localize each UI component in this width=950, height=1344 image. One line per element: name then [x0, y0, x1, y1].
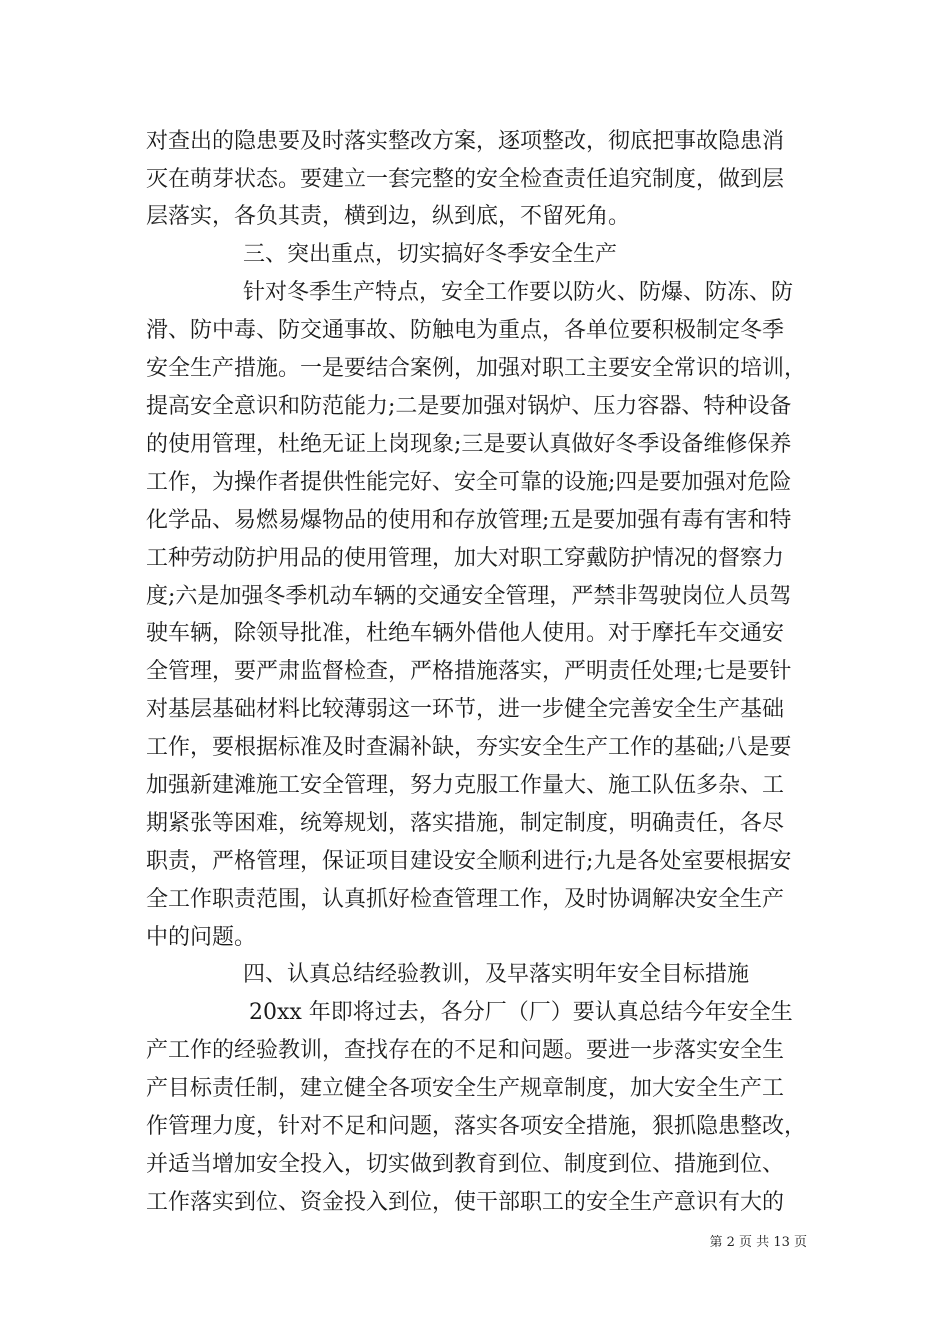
paragraph-first-line: 20xx 年即将过去，各分厂（厂）要认真总结今年安全生	[249, 1000, 793, 1025]
text-line: 全工作职责范围，认真抓好检查管理工作，及时协调解决安全生产	[146, 887, 785, 912]
text-line: 全管理，要严肃监督检查，严格措施落实，严明责任处理;七是要针	[146, 659, 792, 684]
text-line: 工作，要根据标准及时查漏补缺，夯实安全生产工作的基础;八是要	[146, 735, 792, 760]
text-line: 层落实，各负其责，横到边，纵到底，不留死角。	[146, 204, 631, 229]
text-line: 对查出的隐患要及时落实整改方案，逐项整改，彻底把事故隐患消	[146, 129, 785, 154]
text-line: 提高安全意识和防范能力;二是要加强对锅炉、压力容器、特种设备	[146, 394, 792, 419]
text-line: 驶车辆，除领导批准，杜绝车辆外借他人使用。对于摩托车交通安	[146, 621, 785, 646]
text-line: 工作，为操作者提供性能完好、安全可靠的设施;四是要加强对危险	[146, 470, 792, 495]
text-line: 化学品、易燃易爆物品的使用和存放管理;五是要加强有毒有害和特	[146, 508, 792, 533]
text-line: 职责，严格管理，保证项目建设安全顺利进行;九是各处室要根据安	[146, 849, 792, 874]
text-line: 灭在萌芽状态。要建立一套完整的安全检查责任追究制度，做到层	[146, 167, 785, 192]
text-line: 中的问题。	[146, 925, 257, 950]
text-line: 度;六是加强冬季机动车辆的交通安全管理，严禁非驾驶岗位人员驾	[146, 584, 792, 609]
text-line: 期紧张等困难，统筹规划，落实措施，制定制度，明确责任，各尽	[146, 811, 785, 836]
text-line: 安全生产措施。一是要结合案例，加强对职工主要安全常识的培训，	[146, 356, 807, 381]
text-line: 产目标责任制，建立健全各项安全生产规章制度，加大安全生产工	[146, 1076, 785, 1101]
text-line: 的使用管理，杜绝无证上岗现象;三是要认真做好冬季设备维修保养	[146, 432, 792, 457]
text-line: 工种劳动防护用品的使用管理，加大对职工穿戴防护情况的督察力	[146, 546, 785, 571]
paragraph-first-line: 针对冬季生产特点，安全工作要以防火、防爆、防冻、防	[243, 280, 794, 305]
text-line: 工作落实到位、资金投入到位，使干部职工的安全生产意识有大的	[146, 1190, 785, 1215]
text-line: 作管理力度，针对不足和问题，落实各项安全措施，狠抓隐患整改，	[146, 1114, 807, 1139]
text-line: 滑、防中毒、防交通事故、防触电为重点，各单位要积极制定冬季	[146, 318, 785, 343]
section-heading: 三、突出重点，切实搞好冬季安全生产	[243, 242, 618, 267]
page-number: 第 2 页 共 13 页	[709, 1235, 807, 1250]
text-line: 并适当增加安全投入，切实做到教育到位、制度到位、措施到位、	[146, 1152, 785, 1177]
text-line: 加强新建滩施工安全管理，努力克服工作量大、施工队伍多杂、工	[146, 773, 785, 798]
section-heading: 四、认真总结经验教训，及早落实明年安全目标措施	[243, 962, 750, 987]
text-line: 产工作的经验教训，查找存在的不足和问题。要进一步落实安全生	[146, 1038, 785, 1063]
text-line: 对基层基础材料比较薄弱这一环节，进一步健全完善安全生产基础	[146, 697, 785, 722]
